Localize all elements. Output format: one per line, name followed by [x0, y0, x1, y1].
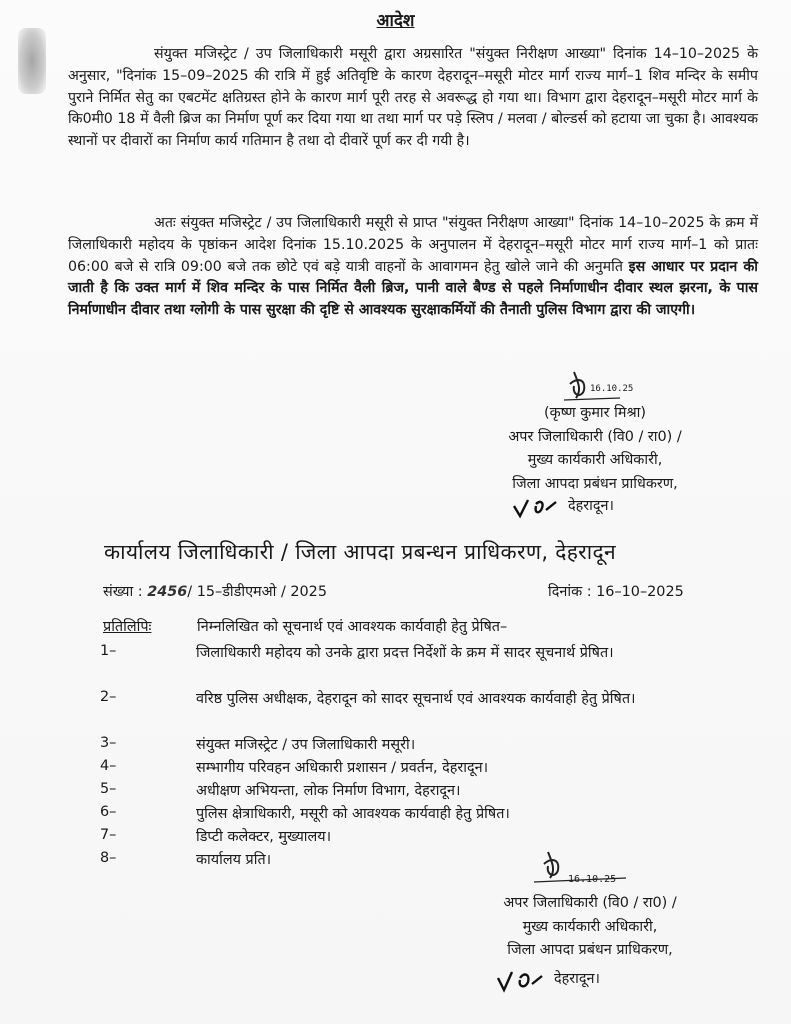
- list-item-number: 8–: [100, 850, 117, 866]
- list-item-number: 5–: [100, 781, 117, 797]
- list-item-text: पुलिस क्षेत्राधिकारी, मसूरी को आवश्यक कार्यवाही हेतु प्रेषित।: [196, 806, 510, 822]
- reference-date: [548, 582, 684, 601]
- reference-label: संख्या :: [103, 584, 143, 600]
- signature-2-designation-3: जिला आपदा प्रबंधन प्राधिकरण,: [507, 942, 673, 958]
- signature-1-designation-3: जिला आपदा प्रबंधन प्राधिकरण,: [512, 475, 678, 492]
- list-item-text: वरिष्ठ पुलिस अधीक्षक, देहरादून को सादर सूचनार्थ एवं आवश्यक कार्यवाही हेतु प्रेषित।: [196, 691, 636, 707]
- order-paragraph-2: [68, 213, 758, 322]
- reference-number: [103, 582, 327, 601]
- order-paragraph-2-text: अतः संयुक्त मजिस्ट्रेट / उप जिलाधिकारी मसूरी से प्राप्त "संयुक्त निरीक्षण आख्या" दिनांक 14–10–2025 के क्रम में जिलाधिकारी महोदय के पृष्ठांकन आदेश दिनांक 15.10.2025 के अनुपालन में देहरादून–मसूरी मोटर मार्ग राज्य मार्ग–1 को प्रातः 06:00 बजे से रात्रि 09:00 बजे तक छोटे एवं बड़े यात्री वाहनों के आवागमन हेतु खोले जाने की अनुमति: [68, 215, 758, 275]
- list-item: [100, 643, 750, 689]
- reference-handwritten-number: 2456: [147, 584, 188, 600]
- list-item: [100, 689, 750, 735]
- signature-1-initial-mark: [512, 496, 572, 520]
- reference-date-label: दिनांक :: [548, 584, 592, 600]
- list-item-text: कार्यालय प्रति।: [196, 852, 272, 868]
- signature-1-name: (कृष्ण कुमार मिश्रा): [544, 405, 646, 421]
- reference-suffix: / 15–डीडीएमओ / 2025: [187, 584, 327, 600]
- list-item-number: 7–: [100, 827, 117, 843]
- signature-2-place: देहरादून।: [554, 971, 600, 987]
- scan-smudge: [18, 28, 46, 94]
- list-item-number: 1–: [100, 643, 117, 659]
- signature-2-initial-mark: [496, 968, 558, 994]
- signature-1-designation-1: अपर जिलाधिकारी (वि0 / रा0) /: [508, 428, 682, 445]
- signature-2-designation-2: मुख्य कार्यकारी अधिकारी,: [522, 918, 658, 935]
- list-item-number: 4–: [100, 758, 117, 774]
- page-title: आदेश: [376, 11, 415, 31]
- signature-1-place: देहरादून।: [568, 498, 614, 514]
- list-item-text: सम्भागीय परिवहन अधिकारी प्रशासन / प्रवर्तन, देहरादून।: [196, 760, 489, 776]
- list-item: [100, 850, 750, 873]
- list-item-number: 2–: [100, 689, 117, 705]
- list-item-text: संयुक्त मजिस्ट्रेट / उप जिलाधिकारी मसूरी।: [196, 737, 416, 753]
- list-item-text: अधीक्षण अभियन्ता, लोक निर्माण विभाग, देहरादून।: [196, 783, 461, 799]
- signature-2-date: 16.10.25: [568, 874, 617, 885]
- order-paragraph-1: संयुक्त मजिस्ट्रेट / उप जिलाधिकारी मसूरी द्वारा अग्रसारित "संयुक्त निरीक्षण आख्या" दिनांक 14–10–2025 के अनुसार, "दिनांक 15–09–2025 की रात्रि में हुई अतिवृष्टि के कारण देहरादून–मसूरी मोटर मार्ग राज्य मार्ग–1 शिव मन्दिर के समीप पुराने निर्मित सेतु का एबटमेंट क्षतिग्रस्त होने के कारण मार्ग पूरी तरह से अवरूद्ध हो गया था। विभाग द्वारा देहरादून–मसूरी मोटर मार्ग के कि0मी0 18 में वैली ब्रिज का निर्माण पूर्ण कर दिया गया था तथा मार्ग पर पड़े स्लिप / मलवा / बोल्डर्स को हटाया जा चुका है। आवश्यक स्थानों पर दीवारों का निर्माण कार्य गतिमान है तथा दो दीवारें पूर्ण कर दी गयी है।: [68, 46, 758, 150]
- list-item: [100, 781, 750, 804]
- list-item: [100, 735, 750, 758]
- list-item-text: डिप्टी कलेक्टर, मुख्यालय।: [196, 829, 332, 845]
- order-paragraph-2-bold: इस आधार पर प्रदान की जाती है कि उक्त मार्ग में शिव मन्दिर के पास निर्मित वैली ब्रिज, पानी वाले बैण्ड से पहले निर्माणाधीन दीवार स्थल झरना, के पास निर्माणाधीन दीवार तथा ग्लोगी के पास सुरक्षा की दृष्टि से आवश्यक सुरक्षाकर्मियों की तैनाती पुलिस विभाग द्वारा की जाएगी।: [68, 258, 758, 319]
- office-heading: कार्यालय जिलाधिकारी / जिला आपदा प्रबन्धन प्राधिकरण, देहरादून: [104, 540, 616, 564]
- signature-1-block: [480, 402, 710, 496]
- list-item-number: 3–: [100, 735, 117, 751]
- copy-list: [100, 643, 750, 873]
- signature-1-date: 16.10.25: [590, 384, 634, 394]
- list-item: [100, 804, 750, 827]
- list-item: [100, 827, 750, 850]
- list-item-number: 6–: [100, 804, 117, 820]
- signature-1-designation-2: मुख्य कार्यकारी अधिकारी,: [527, 452, 663, 468]
- signature-2-block: [470, 892, 710, 963]
- copy-intro: निम्नलिखित को सूचनार्थ एवं आवश्यक कार्यवाही हेतु प्रेषित–: [197, 619, 508, 635]
- signature-2-designation-1: अपर जिलाधिकारी (वि0 / रा0) /: [503, 895, 677, 911]
- reference-date-value: 16–10–2025: [596, 584, 684, 600]
- list-item: [100, 758, 750, 781]
- copy-label: प्रतिलिपिः: [103, 619, 152, 635]
- list-item-text: जिलाधिकारी महोदय को उनके द्वारा प्रदत्त निर्देशों के क्रम में सादर सूचनार्थ प्रेषित।: [196, 645, 614, 661]
